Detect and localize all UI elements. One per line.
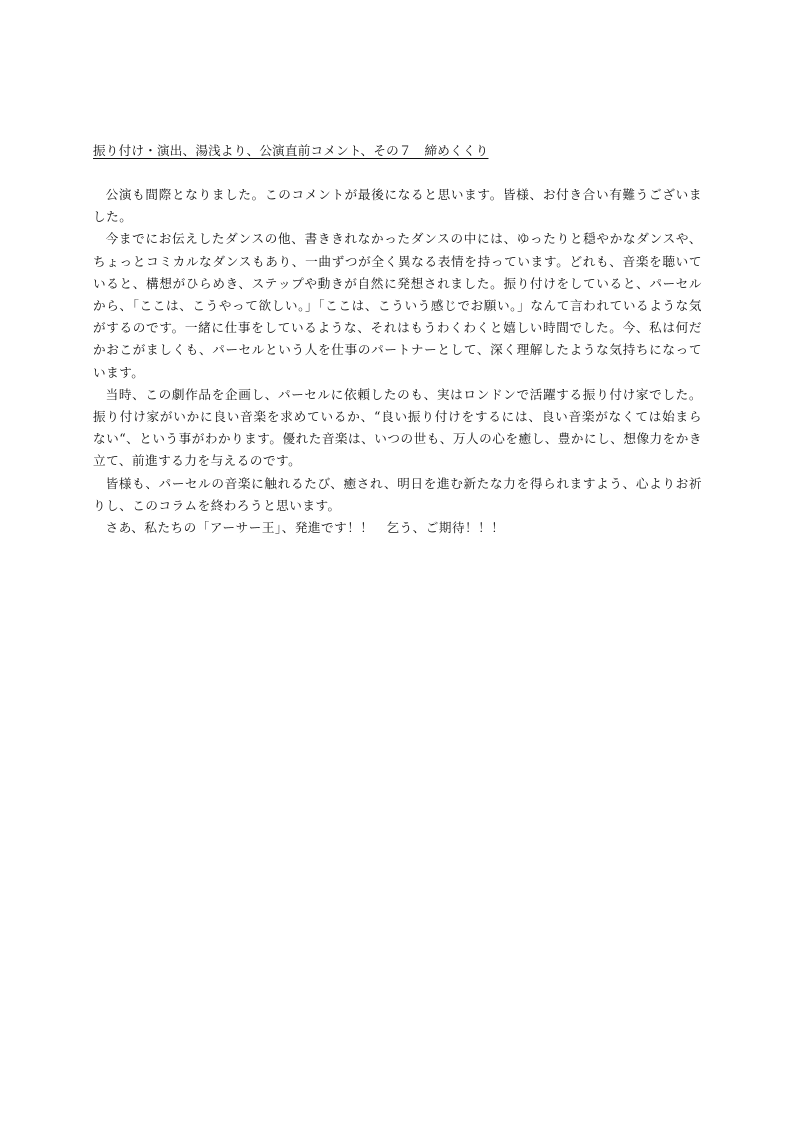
paragraph-closing-intro: 公演も間際となりました。このコメントが最後になると思います。皆様、お付き合い有難うございました。 <box>93 187 702 225</box>
paragraph-dances: 今までにお伝えしたダンスの他、書ききれなかったダンスの中には、ゆったりと穏やかなダンスや、ちょっとコミカルなダンスもあり、一曲ずつが全く異なる表情を持っています。どれも、音楽を聴いていると、構想がひらめき、ステップや動きが自然に発想されました。振り付けをしていると、パーセルから、「ここは、こうやって欲しい。」「ここは、こういう感じでお願い。」なんて言われているような気がするのです。一緒に仕事をしているような、それはもうわくわくと嬉しい時間でした。今、私は何だかおこがましくも、パーセルという人を仕事のパートナーとして、深く理解したような気持ちになっています。 <box>93 231 702 380</box>
document-body <box>93 184 702 539</box>
paragraph-wishes: 皆様も、パーセルの音楽に触れるたび、癒され、明日を進む新たな力を得られますよう、心よりお祈りし、このコラムを終わろうと思います。 <box>93 475 702 513</box>
paragraph-history: 当時、この劇作品を企画し、パーセルに依頼したのも、実はロンドンで活躍する振り付け家でした。振り付け家がいかに良い音楽を求めているか、“良い振り付けをするには、良い音楽がなくては始まらない“、という事がわかります。優れた音楽は、いつの世も、万人の心を癒し、豊かにし、想像力をかき立て、前進する力を与えるのです。 <box>93 386 702 469</box>
paragraph-launch: さあ、私たちの「アーサー王」、発進です！！ 乞う、ご期待！！！ <box>105 520 505 536</box>
document-title: 振り付け・演出、湯浅より、公演直前コメント、その７ 締めくくり <box>93 143 489 158</box>
